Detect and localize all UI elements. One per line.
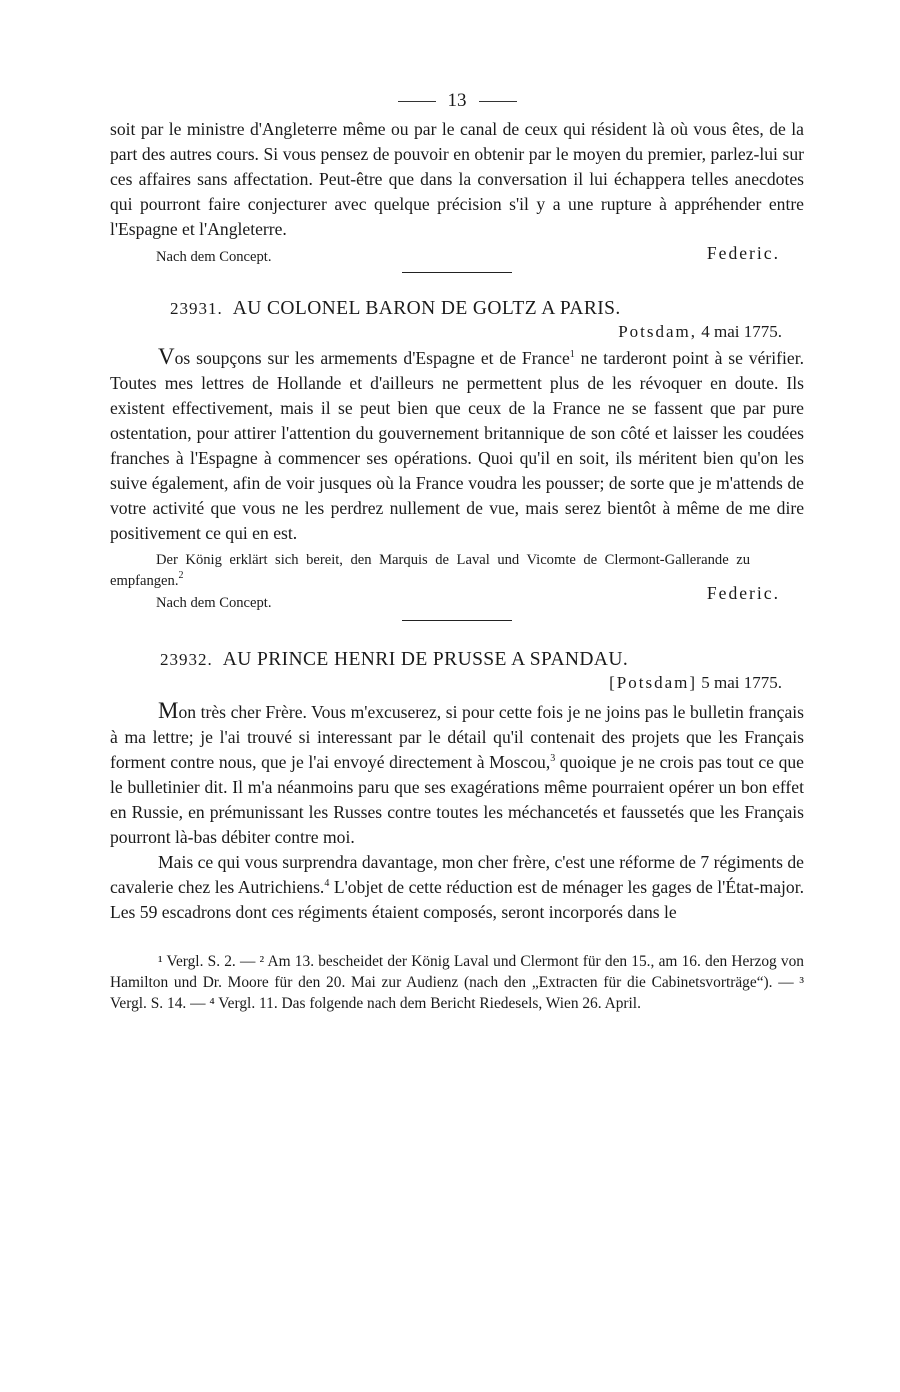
letter-paragraph [110,850,804,925]
letter-text: L'objet de cette réduction est de ménager les gages de l'État-major. Les 59 escadrons dont ces régiments étaient composés, seront incorporés dans le [110,877,804,922]
letter-number: 23931. [170,299,223,318]
letter-text: ne tarderont point à se vérifier. Toutes mes lettres de Hollande et d'ailleurs ne permettent plus de les révoquer en doute. Ils existent effectivement, mais il se peut bien que ceux de la France ne se fassent que par pure ostentation, pour attirer l'attention du gouvernement britannique de son côté et laisser les coudées franches à l'Espagne à commencer ses opérations. Quoi qu'il en soit, ils méritent bien qu'on les suive également, afin de voir jusques où la France voudra les pousser; de sorte que je m'attends de votre activité que vous ne les perdrez nullement de vue, mais serez bientôt à même de me dire positivement ce qui en est. [110,348,804,543]
page-number: 13 [447,90,467,111]
letter-body [110,344,804,546]
letter-title: AU PRINCE HENRI DE PRUSSE A SPANDAU. [222,649,629,670]
initial-letter: V [158,344,175,369]
dateline-date: 5 mai 1775. [701,673,782,692]
page-header [110,88,804,114]
editorial-note-text: Der König erklärt sich bereit, den Marquis de Laval und Vicomte de Clermont-Gallerande zu empfangen. [110,552,750,589]
letter-text: quoique je ne crois pas tout ce que le bulletinier dit. Il m'a néanmoins paru que ses exagérations même pourraient opérer un bon effet en Russie, en prémunissant les Russes contre toutes les méchancetés et faussetés que les Français pourront là-bas débiter contre moi. [110,752,804,847]
letter-heading [110,649,804,671]
letter-heading [110,298,804,320]
signature: Federic. [706,583,780,603]
dateline [110,322,804,342]
book-page [110,88,804,1014]
letter-text: on très cher Frère. Vous m'excuserez, si pour cette fois je ne joins pas le bulletin français à ma lettre; je l'ai trouvé si interessant par le détail qu'il contenait des projets que les Français forment contre nous, que je l'ai envoyé directement à Moscou, [110,702,804,772]
section-rule [402,272,512,273]
signature-row [110,583,804,611]
footnote-marker: 1 [569,349,575,360]
signature-row [110,243,804,267]
footnote-marker: 4 [324,878,330,889]
letter-title: AU COLONEL BARON DE GOLTZ A PARIS. [232,298,621,319]
dateline-place: [Potsdam] [609,673,697,692]
letter-body [110,698,804,850]
dateline [110,673,804,693]
source-note: Nach dem Concept. [156,595,272,611]
header-dash-right [479,101,517,102]
section-rule [402,620,512,621]
letter-text: os soupçons sur les armements d'Espagne et de France [174,348,570,368]
header-dash-left [398,101,436,102]
letter-text: Mais ce qui vous surprendra davantage, mon cher frère, c'est une réforme de 7 régiments de cavalerie chez les Autrichiens. [110,852,804,897]
footnotes: ¹ Vergl. S. 2. — ² Am 13. bescheidet der König Laval und Clermont für den 15., am 16. den Herzog von Hamilton und Dr. Moore für den 20. Mai zur Audienz (nach den „Extracten für die Cabinetsvorträge“). — ³ Vergl. S. 14. — ⁴ Vergl. 11. Das folgende nach dem Bericht Riedesels, Wien 26. April. [110,953,804,1012]
dateline-date: 4 mai 1775. [701,322,782,341]
footnote-marker: 2 [178,570,184,581]
dateline-place: Potsdam, [618,322,697,341]
initial-letter: M [158,698,179,723]
signature: Federic. [706,243,780,263]
letter-number: 23932. [160,650,213,669]
footnote-marker: 3 [550,753,556,764]
continued-paragraph: soit par le ministre d'Angleterre même ou par le canal de ceux qui résident là où vous êtes, de la part des autres cours. Si vous pensez de pouvoir en obtenir par le moyen du premier, parlez-lui sur ces affaires sans affectation. Peut-être que dans la conversation il lui échappera telles anecdotes qui pourront faire conjecturer avec quelque précision s'il y a une rupture à appréhender entre l'Espagne et l'Angleterre. [110,119,804,239]
source-note: Nach dem Concept. [156,249,272,265]
